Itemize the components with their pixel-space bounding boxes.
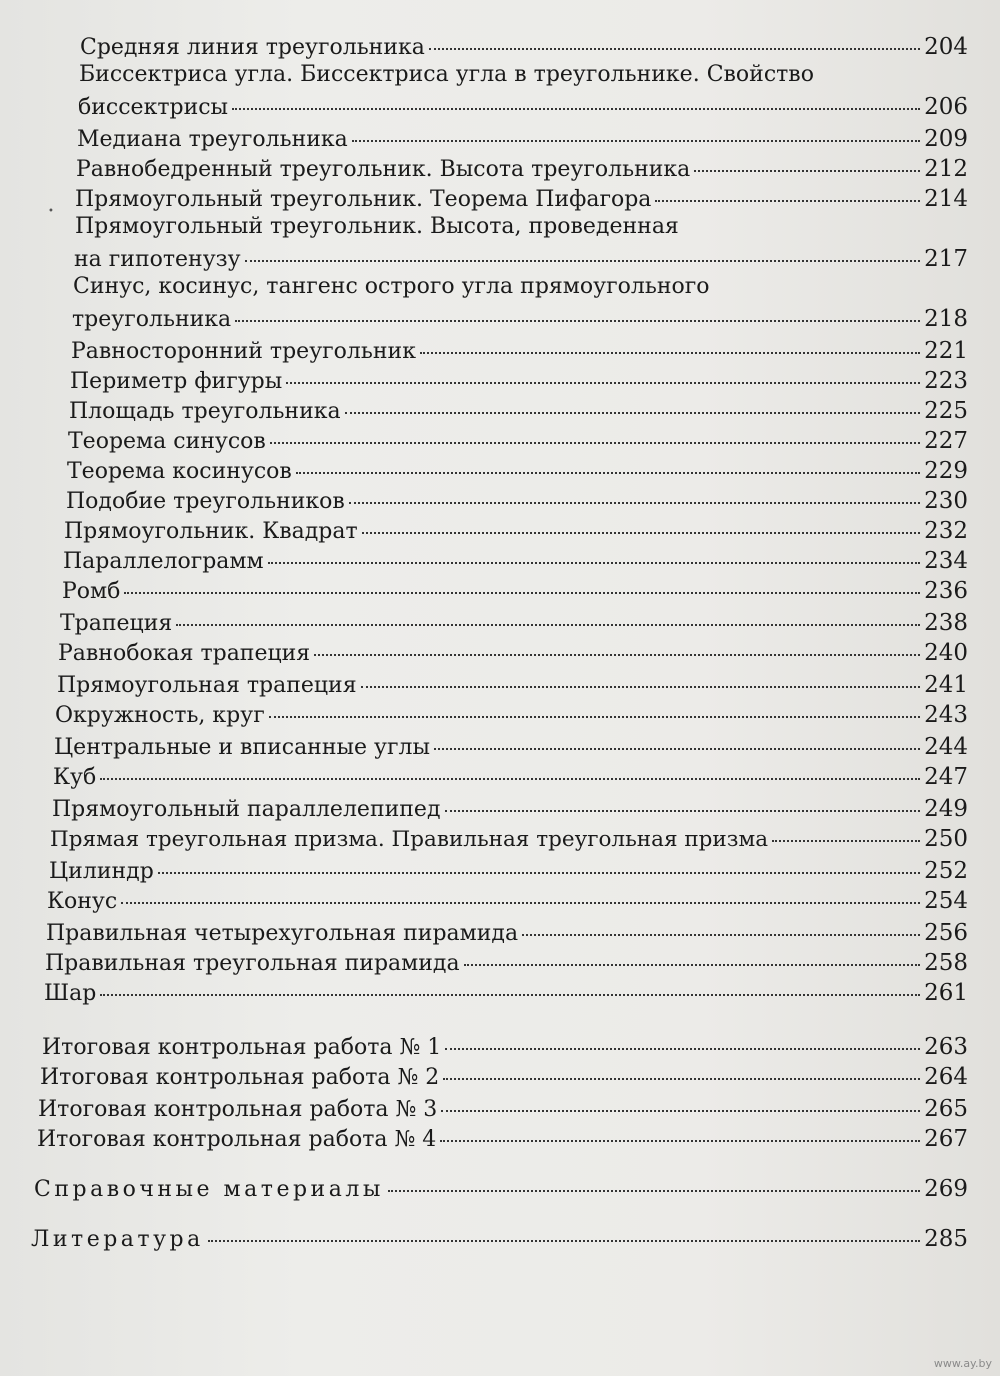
dot-leader bbox=[361, 686, 921, 688]
toc-entry-page: 265 bbox=[924, 1096, 968, 1122]
toc-entry-title: Равнобокая трапеция bbox=[58, 641, 311, 666]
toc-entry-page: 214 bbox=[924, 186, 968, 212]
toc-entry-page: 238 bbox=[924, 610, 968, 636]
toc-entry-title: на гипотенузу bbox=[74, 247, 241, 272]
toc-entry bbox=[57, 672, 968, 699]
dot-leader bbox=[235, 320, 920, 322]
dot-leader bbox=[296, 472, 920, 474]
toc-entry-page: 244 bbox=[924, 734, 968, 760]
toc-entry bbox=[52, 796, 968, 823]
toc-entry bbox=[72, 306, 968, 333]
toc-entry bbox=[66, 488, 968, 515]
toc-entry bbox=[40, 1064, 968, 1091]
dot-leader bbox=[352, 140, 920, 142]
toc-entry-page: 230 bbox=[924, 488, 968, 514]
toc-entry-title: Конус bbox=[47, 889, 118, 914]
toc-entry-page: 236 bbox=[924, 578, 968, 604]
dot-leader bbox=[232, 108, 920, 110]
dot-leader bbox=[772, 840, 920, 842]
toc-entry-page: 252 bbox=[924, 858, 968, 884]
dot-leader bbox=[362, 532, 920, 534]
toc-entry bbox=[55, 702, 968, 729]
toc-entry bbox=[60, 610, 968, 637]
toc-entry-title: Биссектриса угла. Биссектриса угла в треугольнике. Свойство bbox=[79, 62, 814, 87]
toc-entry bbox=[76, 156, 968, 183]
toc-entry-page: 240 bbox=[924, 640, 968, 666]
toc-entry-title: биссектрисы bbox=[78, 95, 229, 120]
toc-entry-title: Площадь треугольника bbox=[69, 399, 341, 424]
dot-leader bbox=[270, 442, 920, 444]
dot-leader bbox=[208, 1240, 920, 1242]
toc-entry-page: 285 bbox=[924, 1226, 968, 1252]
toc-entry bbox=[58, 640, 968, 667]
toc-entry bbox=[44, 980, 968, 1007]
toc-entry-title: Итоговая контрольная работа № 1 bbox=[42, 1035, 442, 1060]
dot-leader bbox=[445, 810, 921, 812]
toc-entry-section bbox=[34, 1176, 968, 1203]
toc-entry-title: Прямая треугольная призма. Правильная треугольная призма bbox=[50, 827, 769, 852]
toc-entry-title: Медиана треугольника bbox=[77, 127, 348, 152]
toc-entry bbox=[71, 338, 968, 365]
dot-leader bbox=[245, 260, 920, 262]
toc-entry-page: 229 bbox=[924, 458, 968, 484]
watermark: www.ay.by bbox=[933, 1357, 992, 1370]
toc-entry-title: Прямоугольная трапеция bbox=[57, 673, 357, 698]
toc-entry-title: Правильная четырехугольная пирамида bbox=[46, 921, 519, 946]
toc-entry-title: Центральные и вписанные углы bbox=[54, 735, 430, 760]
dot-leader bbox=[100, 778, 920, 780]
toc-entry-page: 256 bbox=[924, 920, 968, 946]
toc-entry-page: 267 bbox=[924, 1126, 968, 1152]
dot-leader bbox=[100, 994, 920, 996]
toc-entry-page: 241 bbox=[924, 672, 968, 698]
toc-entry bbox=[62, 578, 968, 605]
toc-entry-page: 269 bbox=[924, 1176, 968, 1202]
toc-entry-page: 223 bbox=[924, 368, 968, 394]
dot-leader bbox=[655, 200, 920, 202]
toc-entry-page: 218 bbox=[924, 306, 968, 332]
dot-leader bbox=[269, 716, 920, 718]
toc-entry bbox=[75, 186, 968, 213]
toc-entry bbox=[46, 920, 968, 947]
toc-entry-title: Теорема синусов bbox=[68, 429, 266, 454]
dot-leader bbox=[176, 624, 920, 626]
dot-leader bbox=[286, 382, 920, 384]
toc-entry-title: Подобие треугольников bbox=[66, 489, 345, 514]
toc-entry-page: 234 bbox=[924, 548, 968, 574]
toc-entry bbox=[42, 1034, 968, 1061]
toc-entry-title: Литература bbox=[31, 1227, 204, 1252]
toc-entry-title: Синус, косинус, тангенс острого угла прямоугольного bbox=[73, 274, 710, 299]
toc-entry bbox=[79, 62, 968, 88]
toc-entry-title: Средняя линия треугольника bbox=[80, 35, 425, 60]
toc-entry-page: 212 bbox=[924, 156, 968, 182]
dot-leader bbox=[694, 170, 920, 172]
dot-leader bbox=[445, 1048, 920, 1050]
toc-entry-title: Окружность, круг bbox=[55, 703, 265, 728]
toc-entry-title: Периметр фигуры bbox=[70, 369, 283, 394]
toc-entry-title: Шар bbox=[44, 981, 97, 1006]
toc-entry-page: 249 bbox=[924, 796, 968, 822]
toc-entry bbox=[45, 950, 968, 977]
toc-entry-title: Теорема косинусов bbox=[67, 459, 292, 484]
toc-entry-page: 217 bbox=[924, 246, 968, 272]
toc-entry bbox=[78, 94, 968, 121]
dot-leader bbox=[314, 654, 920, 656]
toc-entry-page: 258 bbox=[924, 950, 968, 976]
dot-leader bbox=[420, 352, 920, 354]
toc-entry-page: 206 bbox=[924, 94, 968, 120]
toc-entry-title: Ромб bbox=[62, 579, 121, 604]
toc-entry bbox=[77, 126, 968, 153]
toc-entry bbox=[50, 826, 968, 853]
toc-entry-section bbox=[31, 1226, 968, 1253]
toc-entry-title: треугольника bbox=[72, 307, 232, 332]
toc-entry-page: 254 bbox=[924, 888, 968, 914]
toc-entry-page: 250 bbox=[924, 826, 968, 852]
dot-leader bbox=[464, 964, 920, 966]
toc-entry-page: 209 bbox=[924, 126, 968, 152]
toc-entry-page: 261 bbox=[924, 980, 968, 1006]
toc-entry bbox=[74, 246, 968, 273]
toc-entry-title: Итоговая контрольная работа № 3 bbox=[38, 1097, 438, 1122]
toc-entry-page: 232 bbox=[924, 518, 968, 544]
toc-entry-title: Куб bbox=[53, 765, 97, 790]
dot-leader bbox=[522, 934, 920, 936]
toc-entry-page: 225 bbox=[924, 398, 968, 424]
stray-dot: • bbox=[48, 206, 54, 217]
toc-entry-page: 263 bbox=[924, 1034, 968, 1060]
toc-entry bbox=[49, 858, 968, 885]
toc-entry-page: 227 bbox=[924, 428, 968, 454]
dot-leader bbox=[429, 48, 920, 50]
dot-leader bbox=[345, 412, 920, 414]
toc-entry-title: Равнобедренный треугольник. Высота треугольника bbox=[76, 157, 691, 182]
toc-entry-title: Равносторонний треугольник bbox=[71, 339, 416, 364]
dot-leader bbox=[388, 1190, 920, 1192]
toc-entry-title: Прямоугольный треугольник. Теорема Пифагора bbox=[75, 187, 652, 212]
toc-entry-title: Правильная треугольная пирамида bbox=[45, 951, 460, 976]
toc-entry bbox=[68, 428, 968, 455]
toc-entry-title: Прямоугольник. Квадрат bbox=[64, 519, 358, 544]
toc-entry bbox=[70, 368, 968, 395]
dot-leader bbox=[441, 1110, 920, 1112]
dot-leader bbox=[349, 502, 920, 504]
toc-entry bbox=[47, 888, 968, 915]
toc-entry bbox=[80, 34, 968, 61]
toc-entry bbox=[73, 274, 968, 300]
toc-entry-title: Итоговая контрольная работа № 4 bbox=[37, 1127, 437, 1152]
toc-entry-title: Прямоугольный параллелепипед bbox=[52, 797, 441, 822]
dot-leader bbox=[121, 902, 920, 904]
toc-entry bbox=[64, 518, 968, 545]
dot-leader bbox=[440, 1140, 920, 1142]
toc-entry-title: Прямоугольный треугольник. Высота, проведенная bbox=[75, 214, 679, 239]
toc-entry-title: Справочные материалы bbox=[34, 1177, 384, 1202]
toc-entry bbox=[54, 734, 968, 761]
toc-entry-page: 221 bbox=[924, 338, 968, 364]
toc-entry bbox=[63, 548, 968, 575]
toc-entry bbox=[69, 398, 968, 425]
toc-entry bbox=[53, 764, 968, 791]
dot-leader bbox=[434, 748, 920, 750]
toc-entry-page: 264 bbox=[924, 1064, 968, 1090]
toc-entry bbox=[75, 214, 968, 240]
dot-leader bbox=[158, 872, 920, 874]
toc-entry bbox=[67, 458, 968, 485]
toc-entry-title: Цилиндр bbox=[49, 859, 154, 884]
dot-leader bbox=[268, 562, 920, 564]
dot-leader bbox=[443, 1078, 920, 1080]
toc-entry-page: 243 bbox=[924, 702, 968, 728]
toc-entry bbox=[37, 1126, 968, 1153]
toc-entry-title: Трапеция bbox=[60, 611, 173, 636]
toc-entry bbox=[38, 1096, 968, 1123]
toc-entry-page: 247 bbox=[924, 764, 968, 790]
toc-entry-page: 204 bbox=[924, 34, 968, 60]
toc-entry-title: Параллелограмм bbox=[63, 549, 264, 574]
toc-entry-title: Итоговая контрольная работа № 2 bbox=[40, 1065, 440, 1090]
dot-leader bbox=[124, 592, 920, 594]
